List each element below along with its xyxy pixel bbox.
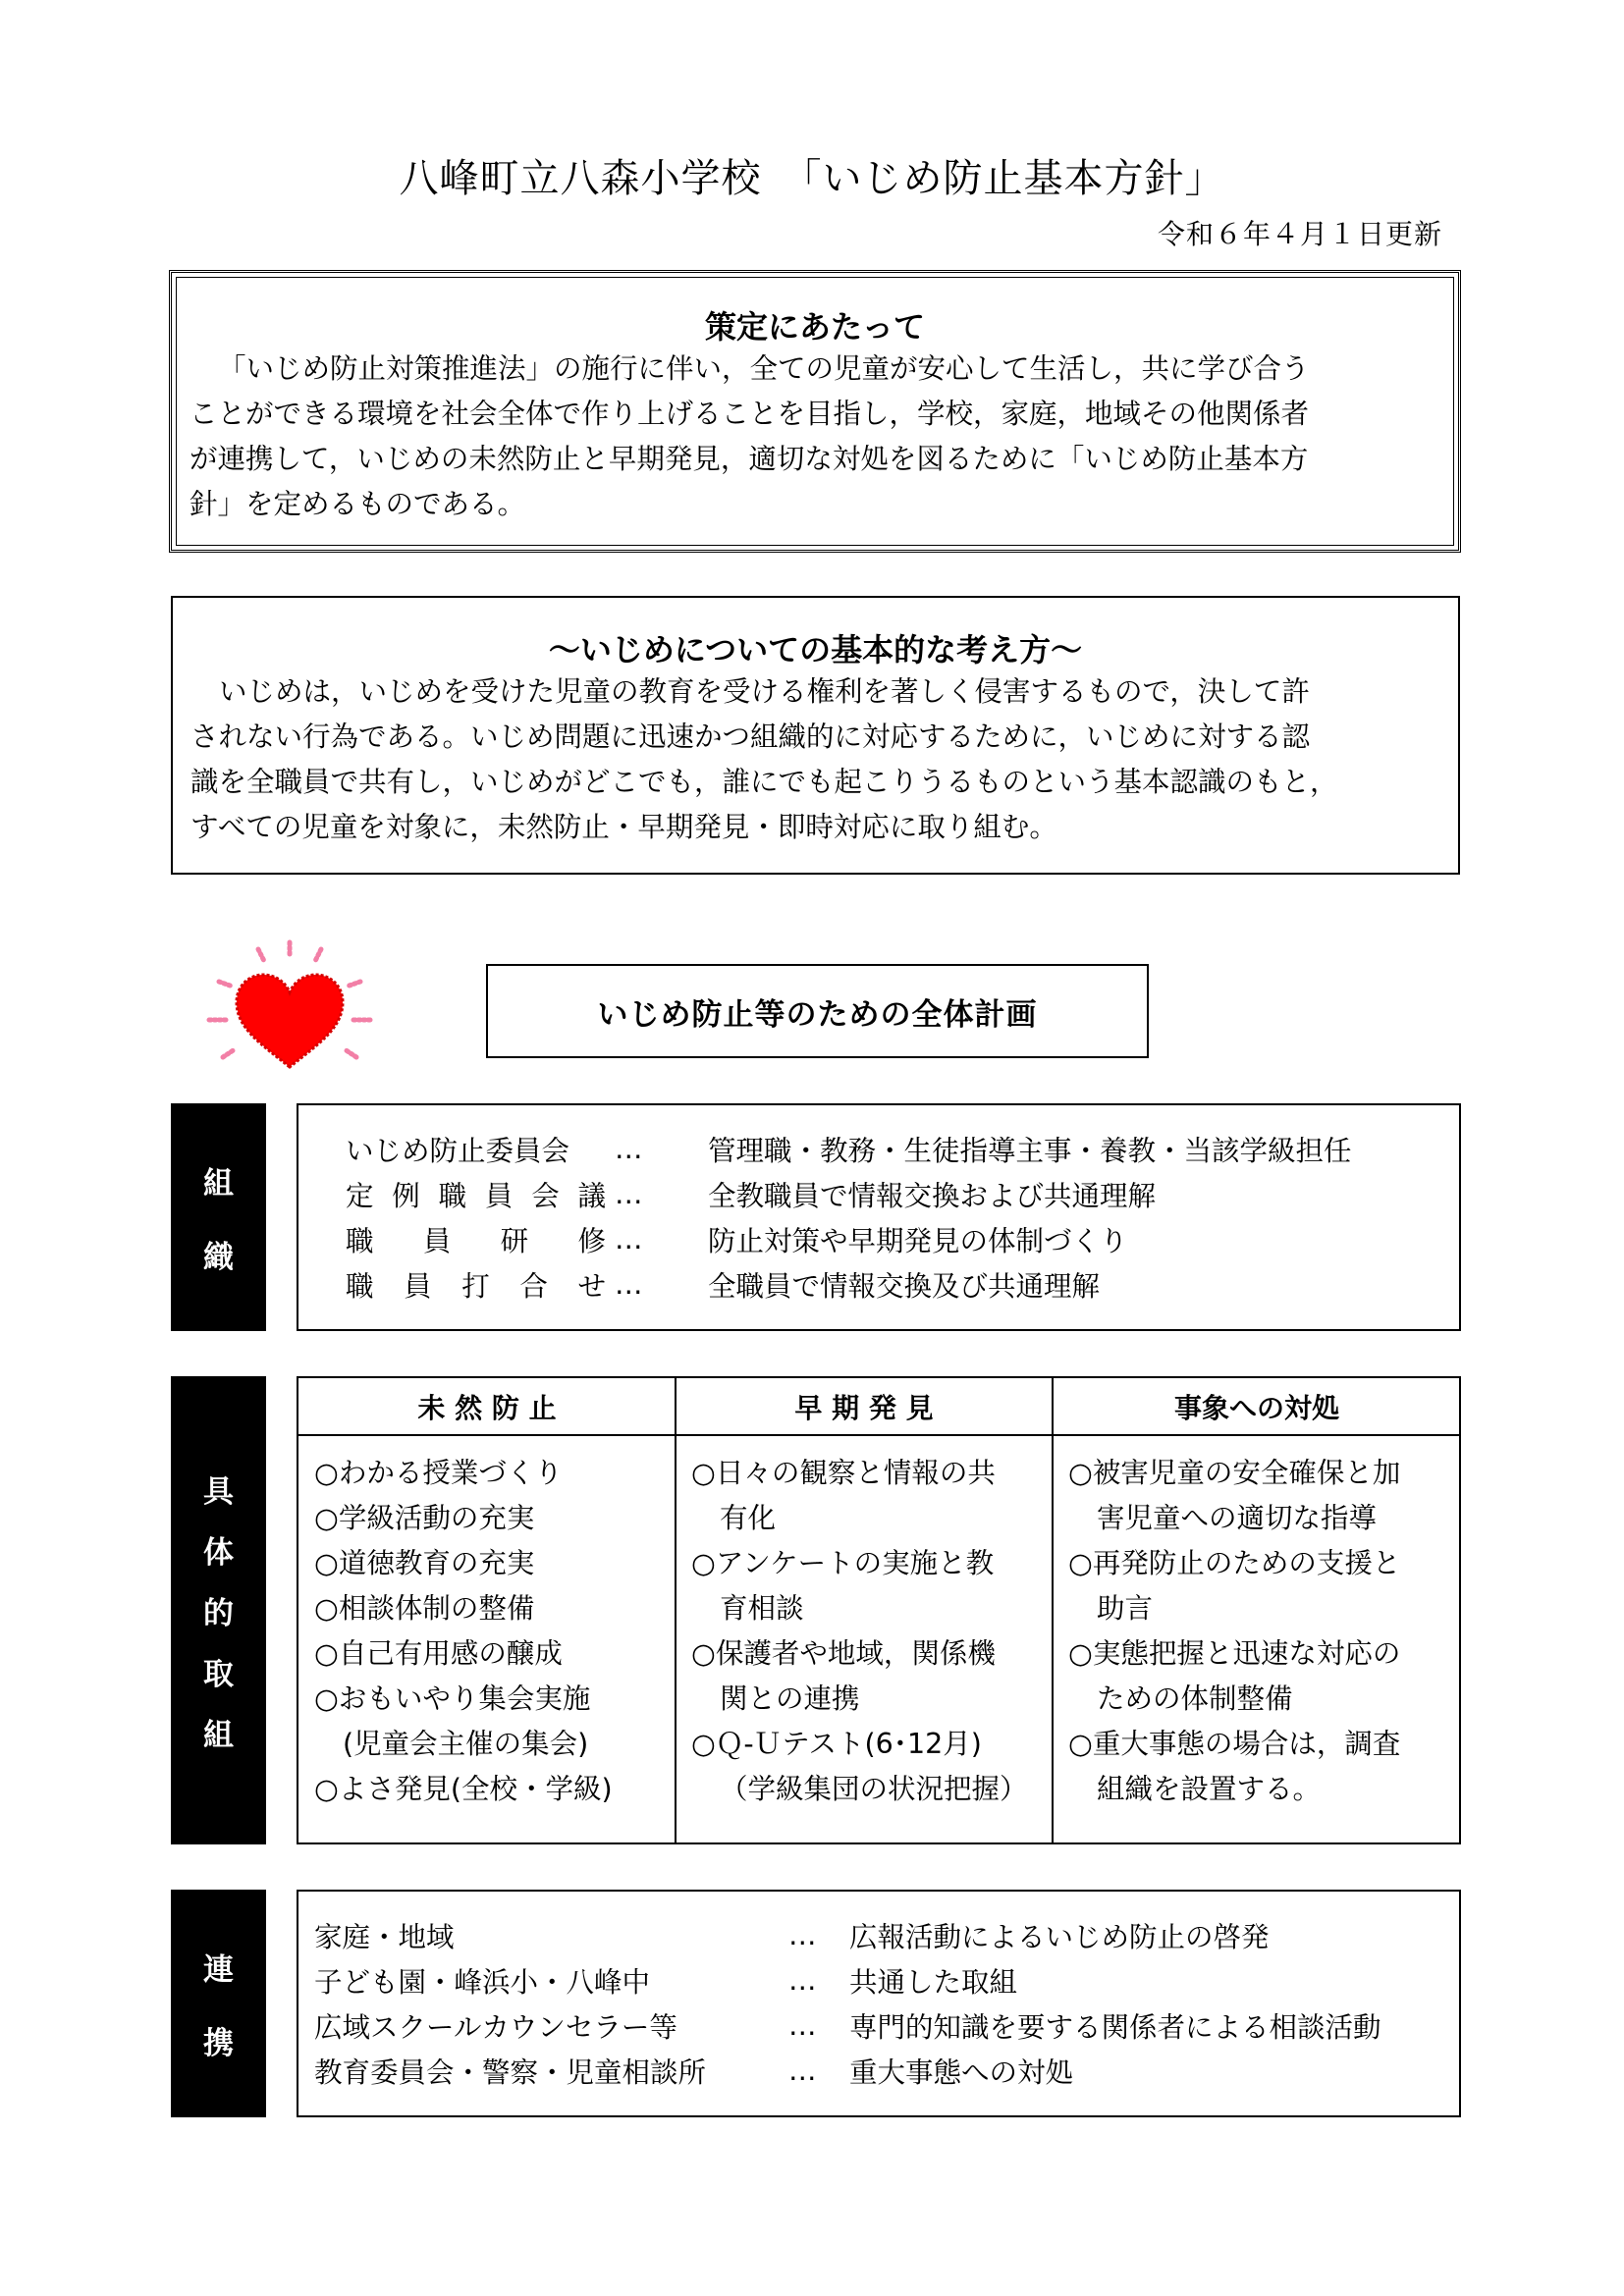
column-body-response: [1068, 1451, 1400, 1812]
organization-desc: 管理職・教務・生徒指導主事・養教・当該学級担任: [708, 1134, 1352, 1167]
efforts-item: ○自己有用感の醸成: [314, 1637, 563, 1670]
cooperation-party: 家庭・地域: [314, 1920, 455, 1953]
cooperation-row: [314, 2048, 1073, 2093]
organization-name-char: 定: [346, 1179, 374, 1212]
heart-icon: [201, 937, 378, 1075]
efforts-item: ○道徳教育の充実: [314, 1547, 535, 1579]
efforts-item: 害児童への適切な指導: [1097, 1502, 1378, 1534]
organization-name-char: 職: [346, 1224, 374, 1257]
cooperation-desc: 共通した取組: [849, 1965, 1018, 1999]
leader-dots: …: [788, 1918, 817, 1951]
efforts-item: ○被害児童の安全確保と加: [1068, 1457, 1401, 1489]
leader-dots: …: [615, 1132, 643, 1165]
update-date: 令和６年４月１日更新: [1157, 218, 1442, 250]
concept-line: いじめは，いじめを受けた児童の教育を受ける権利を著しく侵害するもので，決して許: [219, 675, 1310, 708]
efforts-item: ○おもいやり集会実施: [314, 1682, 591, 1715]
organization-row: [346, 1126, 1352, 1171]
leader-dots: …: [788, 2054, 817, 2087]
efforts-item: (児童会主催の集会): [343, 1728, 589, 1760]
concept-line: すべての児童を対象に，未然防止・早期発見・即時対応に取り組む。: [190, 811, 1057, 843]
efforts-item: ○日々の観察と情報の共: [691, 1457, 996, 1489]
leader-dots: …: [788, 2008, 817, 2042]
concept-heading: ～いじめについての基本的な考え方～: [548, 631, 1083, 668]
leader-dots: …: [615, 1222, 643, 1255]
efforts-item: ○よさ発見(全校・学級): [314, 1773, 613, 1805]
concept-box: [171, 596, 1460, 875]
cooperation-party: 子ども園・峰浜小・八峰中: [314, 1965, 651, 1999]
cooperation-desc: 重大事態への対処: [849, 2056, 1074, 2089]
column-divider: [675, 1378, 677, 1842]
concept-line: 識を全職員で共有し，いじめがどこでも，誰にでも起こりうるものという基本認識のもと，: [190, 766, 1338, 798]
efforts-label-char: 的: [203, 1596, 234, 1631]
efforts-label-char: 体: [203, 1535, 234, 1571]
organization-row: [346, 1216, 1128, 1261]
organization-name-char: 員: [422, 1224, 452, 1257]
organization-box: [297, 1103, 1461, 1331]
intro-line: が連携して，いじめの未然防止と早期発見，適切な対処を図るために「いじめ防止基本方: [189, 443, 1309, 475]
cooperation-row: [314, 1957, 1017, 2002]
organization-label: [171, 1103, 266, 1331]
column-heading-prevention: 未 然 防 止: [298, 1378, 676, 1436]
efforts-item: 組織を設置する。: [1097, 1773, 1322, 1805]
organization-name-char: 職: [346, 1269, 374, 1303]
efforts-item: ための体制整備: [1097, 1682, 1293, 1715]
cooperation-party: 広域スクールカウンセラー等: [314, 2010, 677, 2044]
efforts-item: ○わかる授業づくり: [314, 1457, 563, 1489]
cooperation-desc: 専門的知識を要する関係者による相談活動: [849, 2010, 1381, 2044]
organization-name: [346, 1264, 606, 1305]
organization-name-char: 会: [531, 1179, 560, 1212]
organization-name-char: 打: [461, 1269, 490, 1303]
organization-name-char: 職: [438, 1179, 467, 1212]
cooperation-label: [171, 1890, 266, 2117]
heart-shape: [237, 975, 343, 1067]
organization-desc: 全教職員で情報交換および共通理解: [708, 1179, 1157, 1212]
efforts-table: [297, 1376, 1461, 1844]
organization-name-char: 例: [392, 1179, 420, 1212]
intro-body: [189, 347, 1440, 527]
cooperation-box: [297, 1890, 1461, 2117]
efforts-item: ○実態把握と迅速な対応の: [1068, 1637, 1401, 1670]
intro-heading: 策定にあたって: [704, 308, 925, 346]
intro-line: ことができる環境を社会全体で作り上げることを目指し，学校，家庭，地域その他関係者: [189, 398, 1310, 430]
organization-name-char: 合: [519, 1269, 548, 1303]
intro-line: 針」を定めるものである。: [189, 488, 526, 520]
efforts-item: （学級集団の状況把握）: [720, 1773, 1028, 1805]
efforts-item: 育相談: [720, 1592, 804, 1625]
plan-title: いじめ防止等のための全体計画: [486, 964, 1149, 1058]
column-heading-response: 事象への対処: [1053, 1378, 1461, 1436]
organization-name-char: 員: [404, 1269, 432, 1303]
organization-label-char: 織: [203, 1240, 234, 1275]
organization-name-char: せ: [577, 1269, 606, 1303]
organization-name: [346, 1174, 606, 1214]
leader-dots: …: [788, 1963, 817, 1997]
leader-dots: …: [615, 1177, 643, 1210]
organization-name-char: 修: [577, 1224, 606, 1257]
efforts-item: ○Ｑ-Ｕテスト(6･12月): [691, 1728, 982, 1760]
organization-row: [346, 1171, 1156, 1216]
efforts-item: ○アンケートの実施と教: [691, 1547, 995, 1579]
concept-line: されない行為である。いじめ問題に迅速かつ組織的に対応するために，いじめに対する認: [190, 721, 1311, 753]
efforts-item: 助言: [1097, 1592, 1154, 1625]
efforts-label-char: 組: [203, 1718, 234, 1753]
leader-dots: …: [615, 1267, 643, 1301]
efforts-item: ○相談体制の整備: [314, 1592, 535, 1625]
organization-name: [346, 1219, 606, 1259]
efforts-item: ○保護者や地域，関係機: [691, 1637, 996, 1670]
organization-name-char: 研: [500, 1224, 529, 1257]
column-body-prevention: [314, 1451, 613, 1812]
efforts-label: [171, 1376, 266, 1844]
organization-row: [346, 1261, 1100, 1307]
cooperation-label-char: 連: [203, 1952, 234, 1988]
column-divider: [1052, 1378, 1054, 1842]
cooperation-label-char: 携: [203, 2026, 234, 2061]
organization-label-char: 組: [203, 1166, 234, 1201]
organization-desc: 全職員で情報交換及び共通理解: [708, 1269, 1101, 1303]
intro-box: [169, 270, 1461, 553]
efforts-item: ○重大事態の場合は，調査: [1068, 1728, 1401, 1760]
cooperation-party: 教育委員会・警察・児童相談所: [314, 2056, 707, 2089]
efforts-item: 有化: [720, 1502, 777, 1534]
column-heading-detection: 早 期 発 見: [676, 1378, 1053, 1436]
cooperation-row: [314, 2002, 1381, 2048]
column-body-detection: [691, 1451, 1028, 1812]
intro-line: 「いじめ防止対策推進法」の施行に伴い，全ての児童が安心して生活し，共に学び合う: [218, 352, 1310, 385]
efforts-label-char: 具: [203, 1474, 234, 1510]
efforts-item: 関との連携: [720, 1682, 860, 1715]
organization-name-char: 員: [484, 1179, 514, 1212]
organization-name-text: いじめ防止委員会: [346, 1134, 570, 1167]
efforts-item: ○学級活動の充実: [314, 1502, 535, 1534]
organization-name: [346, 1129, 606, 1169]
cooperation-desc: 広報活動によるいじめ防止の啓発: [849, 1920, 1270, 1953]
organization-desc: 防止対策や早期発見の体制づくり: [708, 1224, 1128, 1257]
efforts-label-char: 取: [203, 1657, 234, 1692]
efforts-item: ○再発防止のための支援と: [1068, 1547, 1401, 1579]
page-title: 八峰町立八森小学校 「いじめ防止基本方針」: [399, 156, 1225, 201]
concept-body: [190, 669, 1440, 850]
organization-name-char: 議: [577, 1179, 606, 1212]
cooperation-row: [314, 1912, 1270, 1957]
